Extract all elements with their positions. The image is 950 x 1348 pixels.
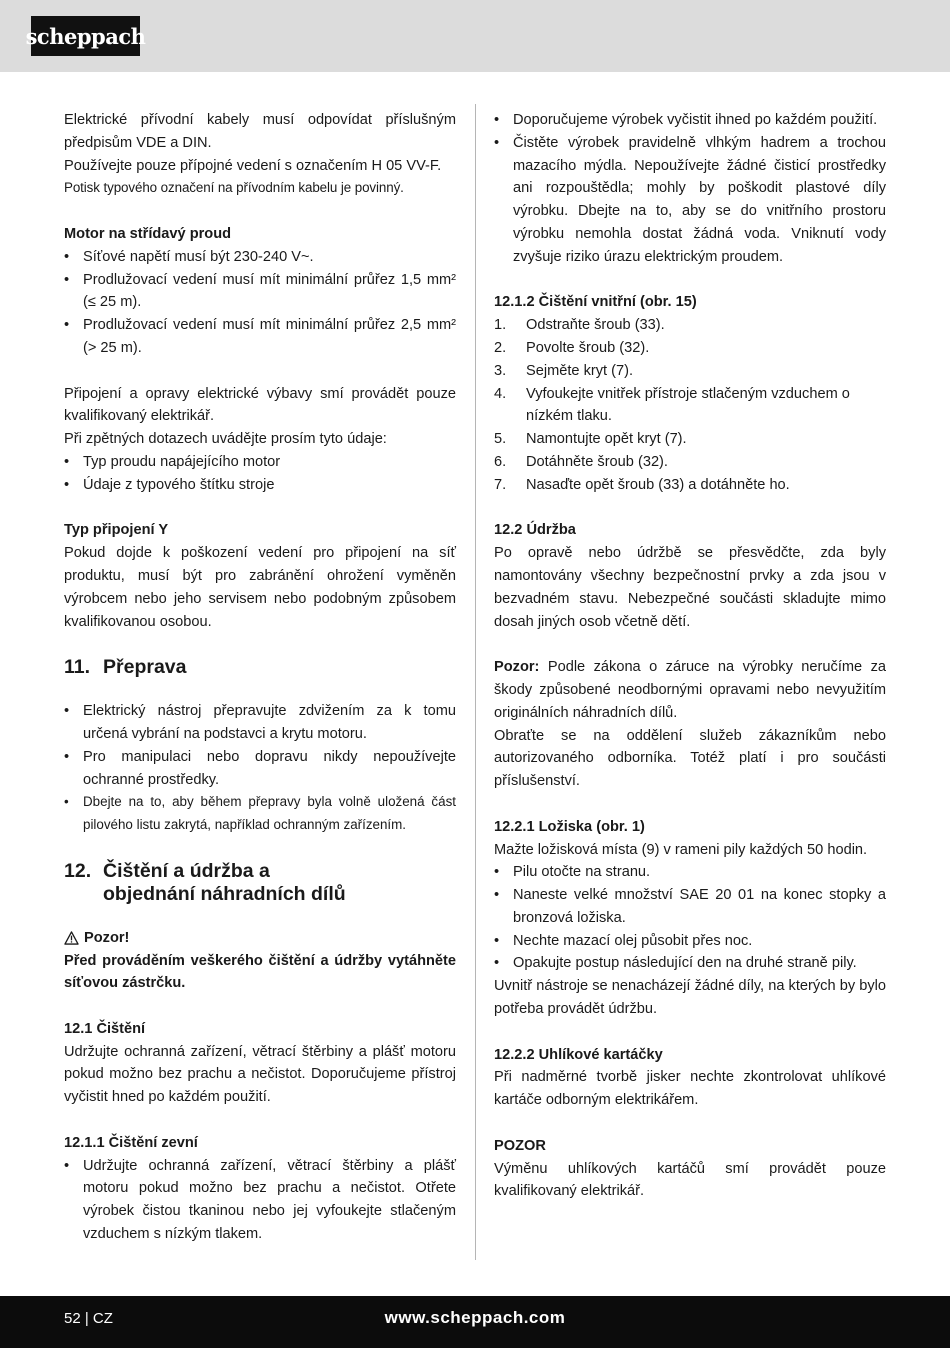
warning-label — [64, 927, 456, 950]
list-item: • Nechte mazací olej působit přes noc. — [494, 930, 886, 953]
list-internal-cleaning-steps — [494, 314, 886, 496]
right-column — [494, 109, 886, 1203]
list-item: • Pilu otočte na stranu. — [494, 861, 886, 884]
list-item: 7. Nasaďte opět šroub (33) a dotáhněte ho. — [494, 476, 790, 493]
paragraph-12-2-2: Při nadměrné tvorbě jisker nechte zkontrolovat uhlíkové kartáče odborným elektrikářem. — [494, 1069, 886, 1109]
warning-triangle-icon — [64, 931, 79, 945]
list-external-cleaning — [64, 1155, 456, 1246]
list-item: 4. Vyfoukejte vnitřek přístroje stlačeným vzduchem o nízkém tlaku. — [494, 385, 850, 425]
list-item: 5. Namontujte opět kryt (7). — [494, 431, 687, 448]
page-number: 52 | CZ — [64, 1310, 113, 1327]
section-title-line-2: objednání náhradních dílů — [103, 882, 346, 905]
paragraph-cable-requirements: Elektrické přívodní kabely musí odpovídat příslušným předpisům VDE a DIN. — [64, 112, 456, 151]
list-item: • Síťové napětí musí být 230-240 V~. — [64, 246, 456, 269]
paragraph-no-maintenance-parts: Uvnitř nástroje se nenacházejí žádné díly, na kterých by bylo potřeba provádět údržbu. — [494, 978, 886, 1018]
section-heading-12 — [64, 860, 456, 906]
list-item: • Čistěte výrobek pravidelně vlhkým hadrem a trochou mazacího mýdla. Nepoužívejte žádné čisticí prostředky ani rozpouštědla; mohly by poškodit plastové díly výrobku. Dbejte na to, aby se do vnitřního prostoru výrobku nemohla dostat žádná voda. Vniknutí vody zvyšuje riziko úrazu elektrickým proudem. — [494, 132, 886, 269]
section-title-line-1: Čištění a údržba a — [103, 859, 270, 882]
heading-12-2: 12.2 Údržba — [494, 522, 576, 539]
section-title: Přeprava — [103, 656, 187, 679]
list-item: 3. Sejměte kryt (7). — [494, 362, 634, 379]
paragraph-repairs: Připojení a opravy elektrické výbavy smí provádět pouze kvalifikovaný elektrikář. — [64, 385, 456, 425]
list-item: • Naneste velké množství SAE 20 01 na konec stopky a bronzová ložiska. — [494, 884, 886, 930]
list-cleaning-tips — [494, 109, 886, 269]
page-footer — [0, 1296, 950, 1348]
list-transport — [64, 700, 456, 837]
list-item: • Udržujte ochranná zařízení, větrací štěrbiny a plášť motoru pokud možno bez prachu a nečistot. Otřete výrobek čistou tkaninou nebo jej vyfoukejte stlačeným vzduchem s nízkým tlakem. — [64, 1155, 456, 1246]
heading-ac-motor: Motor na střídavý proud — [64, 225, 232, 242]
warranty-label: Pozor: — [494, 659, 540, 676]
list-item: • Typ proudu napájejícího motor — [64, 451, 456, 474]
list-item: 6. Dotáhněte šroub (32). — [494, 453, 668, 470]
website-url: www.scheppach.com — [384, 1308, 566, 1327]
heading-12-1-2: 12.1.2 Čištění vnitřní (obr. 15) — [494, 294, 697, 311]
list-motor-requirements — [64, 246, 456, 360]
brand-logo: scheppach — [31, 16, 140, 56]
list-item: • Opakujte postup následující den na druhé straně pily. — [494, 952, 886, 975]
warranty-text: Podle zákona o záruce na výrobky neručíme za škody způsobené neodbornými opravami nebo nevyužitím originálních náhradních dílů. — [494, 659, 886, 721]
section-number: 12. — [64, 859, 92, 882]
list-item: 1. Odstraňte šroub (33). — [494, 317, 665, 334]
heading-12-2-2: 12.2.2 Uhlíkové kartáčky — [494, 1046, 663, 1063]
list-query-data — [64, 451, 456, 497]
section-heading-11 — [64, 656, 456, 679]
paragraph-connection-type-y: Pokud dojde k poškození vedení pro připojení na síť produktu, musí být pro zabránění ohrožení vyměněn výrobcem nebo jeho servisem nebo podobným způsobem kvalifikovanou osobou. — [64, 545, 456, 630]
page-header — [0, 0, 950, 72]
paragraph-12-2-1: Mažte ložisková místa (9) v rameni pily každých 50 hodin. — [494, 841, 868, 858]
list-item: • Prodlužovací vedení musí mít minimální průřez 1,5 mm² (≤ 25 m). — [64, 269, 456, 315]
list-item: • Pro manipulaci nebo dopravu nikdy nepoužívejte ochranné prostředky. — [64, 746, 456, 792]
list-item: • Dbejte na to, aby během přepravy byla volně uložená část pilového listu zakrytá, například ochranným zařízením. — [64, 791, 456, 837]
paragraph-cable-marking: Potisk typového označení na přívodním kabelu je povinný. — [64, 180, 404, 196]
paragraph-queries: Při zpětných dotazech uvádějte prosím tyto údaje: — [64, 431, 387, 448]
paragraph-12-2: Po opravě nebo údržbě se přesvědčte, zda byly namontovány všechny bezpečnostní prvky a zda jsou v bezvadném stavu. Nebezpečné součásti skladujte mimo dosah jiných osob včetně dětí. — [494, 545, 886, 630]
column-divider — [475, 104, 476, 1260]
warning-text: Před prováděním veškerého čištění a údržby vytáhněte síťovou zástrčku. — [64, 952, 456, 992]
list-item: • Doporučujeme výrobek vyčistit ihned po každém použití. — [494, 109, 886, 132]
heading-caution: POZOR — [494, 1137, 546, 1154]
list-bearing-steps — [494, 861, 886, 975]
heading-12-1: 12.1 Čištění — [64, 1020, 146, 1037]
list-item: • Elektrický nástroj přepravujte zdvižením za k tomu určená vybrání na podstavci a krytu motoru. — [64, 700, 456, 746]
list-item: • Údaje z typového štítku stroje — [64, 474, 456, 497]
list-item: • Prodlužovací vedení musí mít minimální průřez 2,5 mm² (> 25 m). — [64, 314, 456, 360]
section-number: 11. — [64, 656, 91, 679]
list-item: 2. Povolte šroub (32). — [494, 339, 650, 356]
warning-label-text: Pozor! — [84, 929, 130, 946]
paragraph-contact: Obraťte se na oddělení služeb zákazníkům nebo autorizovaného odborníka. Totéž platí i pro součásti příslušenství. — [494, 727, 886, 790]
paragraph-warranty — [494, 656, 886, 724]
paragraph-12-1: Udržujte ochranná zařízení, větrací štěrbiny a plášť motoru pokud možno bez prachu a nečistot. Doporučujeme přístroj vyčistit hned po každém použití. — [64, 1043, 456, 1106]
heading-12-2-1: 12.2.1 Ložiska (obr. 1) — [494, 818, 645, 835]
paragraph-cable-type: Používejte pouze přípojné vedení s označením H 05 VV-F. — [64, 157, 442, 174]
paragraph-caution: Výměnu uhlíkových kartáčů smí provádět pouze kvalifikovaný elektrikář. — [494, 1160, 886, 1200]
heading-connection-type-y: Typ připojení Y — [64, 522, 169, 539]
left-column — [64, 109, 456, 1246]
heading-12-1-1: 12.1.1 Čištění zevní — [64, 1134, 198, 1151]
